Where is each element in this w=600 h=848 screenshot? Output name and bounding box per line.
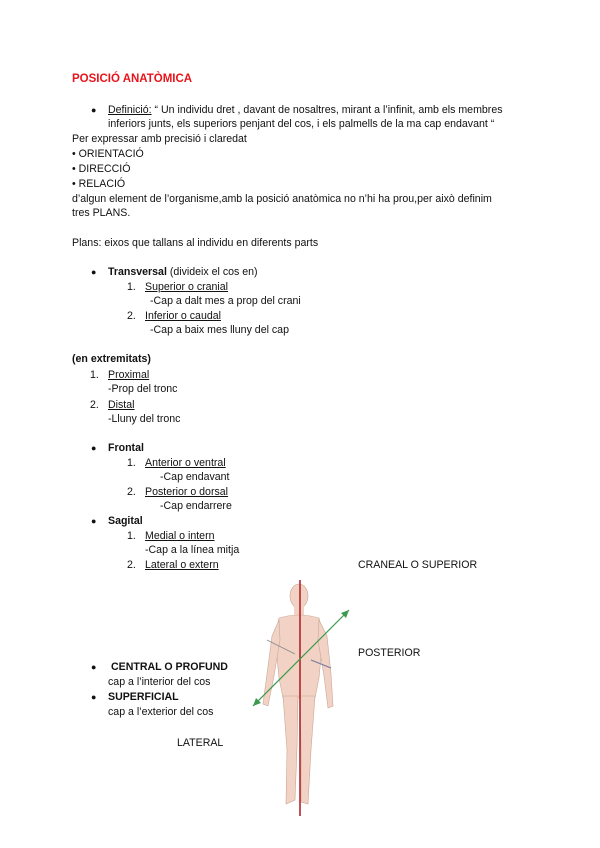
anterior-desc: -Cap endavant: [160, 471, 230, 483]
superficial-desc: cap a l’exterior del cos: [108, 706, 214, 718]
planes-text-1: d’algun element de l’organisme,amb la posició anatòmica no n’hi ha prou,per això definim: [72, 193, 492, 205]
transversal-title: Transversal: [108, 266, 167, 278]
list-number: 2.: [127, 486, 136, 498]
posterior-desc: -Cap endarrere: [160, 500, 232, 512]
definition-line-1: [108, 103, 503, 117]
bullet-icon: ●: [91, 516, 97, 526]
list-number: 1.: [90, 369, 99, 381]
list-number: 2.: [127, 310, 136, 322]
bullet-icon: ●: [91, 267, 97, 277]
distal-desc: -Lluny del tronc: [108, 413, 181, 425]
list-number: 1.: [127, 281, 136, 293]
medial-label: Medial o intern: [145, 530, 215, 542]
bullet-icon: ●: [91, 105, 97, 115]
list-number: 1.: [127, 530, 136, 542]
concept-orientacio: • ORIENTACIÓ: [72, 148, 144, 160]
extremitats-title: (en extremitats): [72, 353, 151, 365]
concept-direccio: • DIRECCIÓ: [72, 163, 131, 175]
bullet-icon: ●: [91, 662, 97, 672]
inferior-desc: -Cap a baix mes lluny del cap: [150, 324, 289, 336]
central-desc: cap a l’interior del cos: [108, 676, 211, 688]
transversal-note: (divideix el cos en): [166, 266, 258, 278]
label-craneal: CRANEAL O SUPERIOR: [358, 559, 478, 571]
intro-text: Per expressar amb precisió i claredat: [72, 133, 247, 145]
proximal-desc: -Prop del tronc: [108, 383, 178, 395]
posterior-label: Posterior o dorsal: [145, 486, 229, 498]
definition-text-1: “ Un individu dret , davant de nosaltres, mirant a l’infinit, amb els membres: [151, 104, 503, 116]
label-lateral: LATERAL: [177, 737, 224, 749]
superior-desc: -Cap a dalt mes a prop del crani: [150, 295, 301, 307]
proximal-label: Proximal: [108, 369, 150, 381]
superior-label: Superior o cranial: [145, 281, 229, 293]
sagital-title: Sagital: [108, 515, 143, 527]
body-silhouette: [263, 584, 333, 804]
distal-label: Distal: [108, 399, 135, 411]
medial-desc: -Cap a la línea mitja: [145, 544, 240, 556]
anatomical-figure: [245, 578, 365, 818]
list-number: 1.: [127, 457, 136, 469]
definition-line-2: inferiors junts, els superiors penjant del cos, i els palmells de la ma cap endavant “: [108, 118, 495, 130]
lateral-label: Lateral o extern: [145, 559, 219, 571]
superficial-title: SUPERFICIAL: [108, 691, 179, 703]
frontal-title: Frontal: [108, 442, 144, 454]
list-number: 2.: [127, 559, 136, 571]
transversal-heading: [108, 265, 258, 279]
list-number: 2.: [90, 399, 99, 411]
label-posterior: POSTERIOR: [358, 647, 421, 659]
concept-relacio: • RELACIÓ: [72, 178, 126, 190]
bullet-icon: ●: [91, 692, 97, 702]
bullet-icon: ●: [91, 443, 97, 453]
page-title: POSICIÓ ANATÒMICA: [72, 73, 193, 85]
plans-definition: Plans: eixos que tallans al individu en diferents parts: [72, 237, 319, 249]
central-title: CENTRAL O PROFUND: [111, 661, 228, 673]
definition-label: Definició:: [108, 104, 152, 116]
anterior-label: Anterior o ventral: [145, 457, 226, 469]
inferior-label: Inferior o caudal: [145, 310, 221, 322]
planes-text-2: tres PLANS.: [72, 207, 131, 219]
